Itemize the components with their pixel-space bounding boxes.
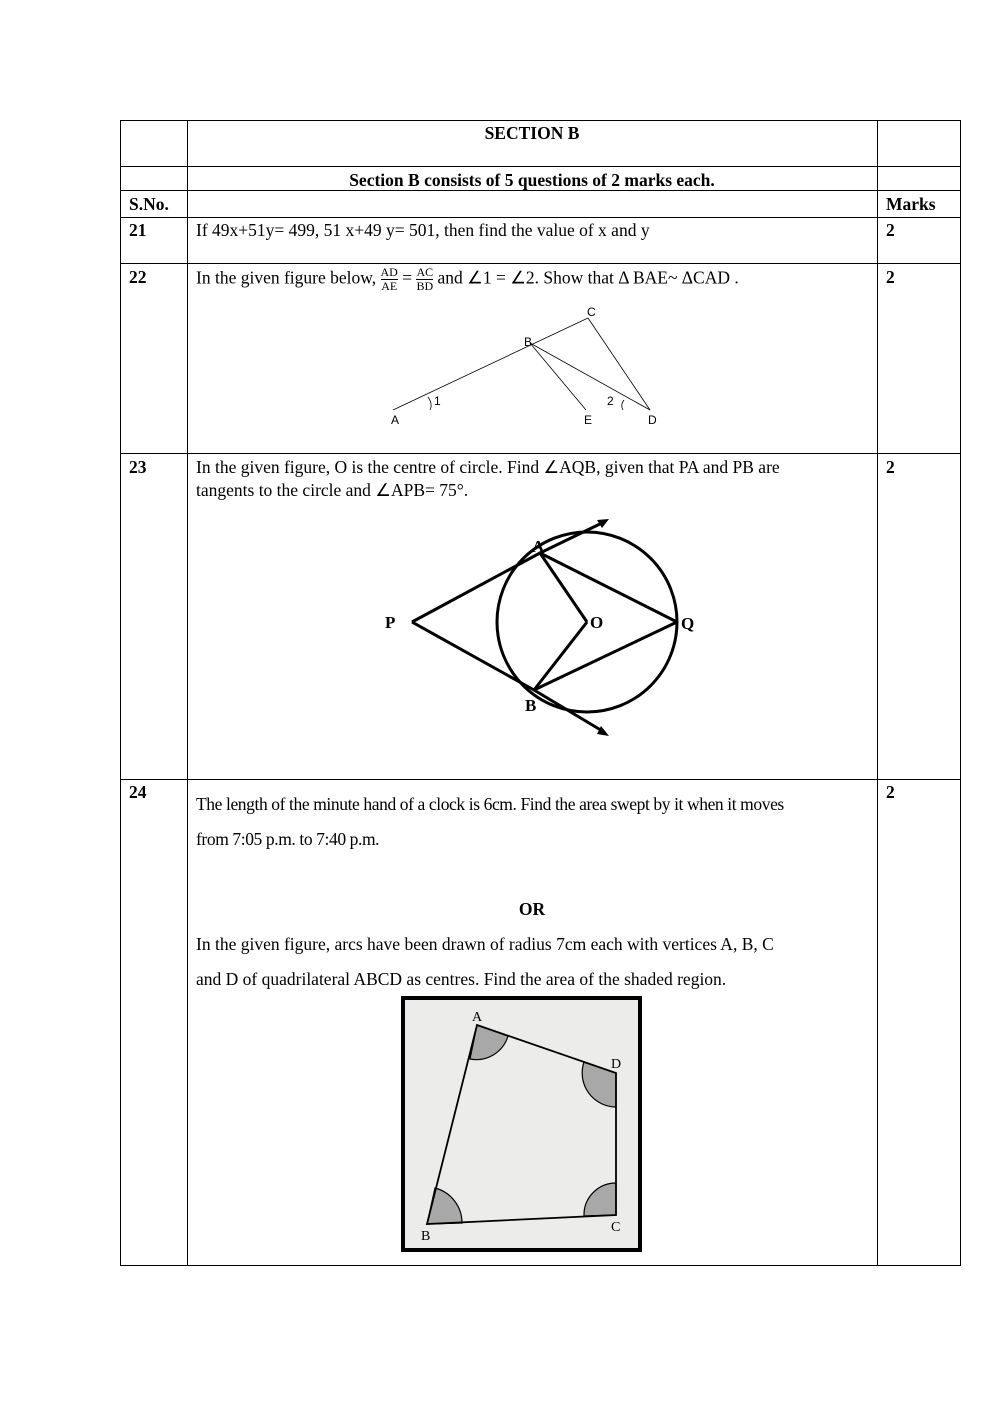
- marks-header: Marks: [886, 194, 936, 214]
- label-q: Q: [681, 614, 695, 633]
- section-subtitle: Section B consists of 5 questions of 2 marks each.: [349, 170, 715, 190]
- text-part: and ∠1 = ∠2. Show that Δ BAE~ ΔCAD .: [437, 267, 739, 288]
- question-marks: 2: [886, 220, 895, 240]
- label-c: C: [611, 1220, 621, 1235]
- question-number: 22: [129, 267, 147, 287]
- question-number: 24: [129, 782, 147, 802]
- label-d: D: [648, 413, 657, 427]
- label-c: C: [587, 305, 596, 319]
- question-text: The length of the minute hand of a clock is 6cm. Find the area swept by it when it moves: [196, 794, 784, 814]
- label-a: A: [472, 1010, 483, 1025]
- label-d: D: [611, 1057, 622, 1072]
- label-b: B: [525, 696, 537, 715]
- question-text: and D of quadrilateral ABCD as centres. Find the area of the shaded region.: [196, 969, 727, 989]
- label-angle-1: 1: [434, 394, 441, 408]
- question-text: If 49x+51y= 499, 51 x+49 y= 501, then find the value of x and y: [196, 220, 650, 240]
- question-text: from 7:05 p.m. to 7:40 p.m.: [196, 829, 380, 849]
- denominator: BD: [416, 279, 434, 293]
- question-marks: 2: [886, 782, 895, 802]
- denominator: AE: [381, 279, 398, 293]
- label-b: B: [421, 1229, 431, 1244]
- question-text: tangents to the circle and ∠APB= 75°.: [196, 480, 469, 500]
- label-o: O: [590, 613, 604, 632]
- sno-header: S.No.: [129, 194, 169, 214]
- label-p: P: [385, 613, 396, 632]
- question-text: In the given figure, arcs have been drawn of radius 7cm each with vertices A, B, C: [196, 934, 774, 954]
- label-a: A: [391, 413, 400, 427]
- section-title: SECTION B: [484, 123, 580, 143]
- label-angle-2: 2: [607, 394, 614, 408]
- question-marks: 2: [886, 457, 895, 477]
- label-e: E: [584, 413, 593, 427]
- label-b: B: [524, 335, 533, 349]
- question-number: 23: [129, 457, 147, 477]
- question-marks: 2: [886, 267, 895, 287]
- or-separator: OR: [518, 899, 546, 919]
- equals: =: [402, 267, 413, 288]
- text-part: In the given figure below,: [196, 267, 377, 288]
- label-a: A: [532, 537, 545, 556]
- numerator: AD: [380, 265, 398, 279]
- question-number: 21: [129, 220, 147, 240]
- question-text: In the given figure, O is the centre of circle. Find ∠AQB, given that PA and PB are: [196, 457, 780, 477]
- numerator: AC: [416, 265, 434, 279]
